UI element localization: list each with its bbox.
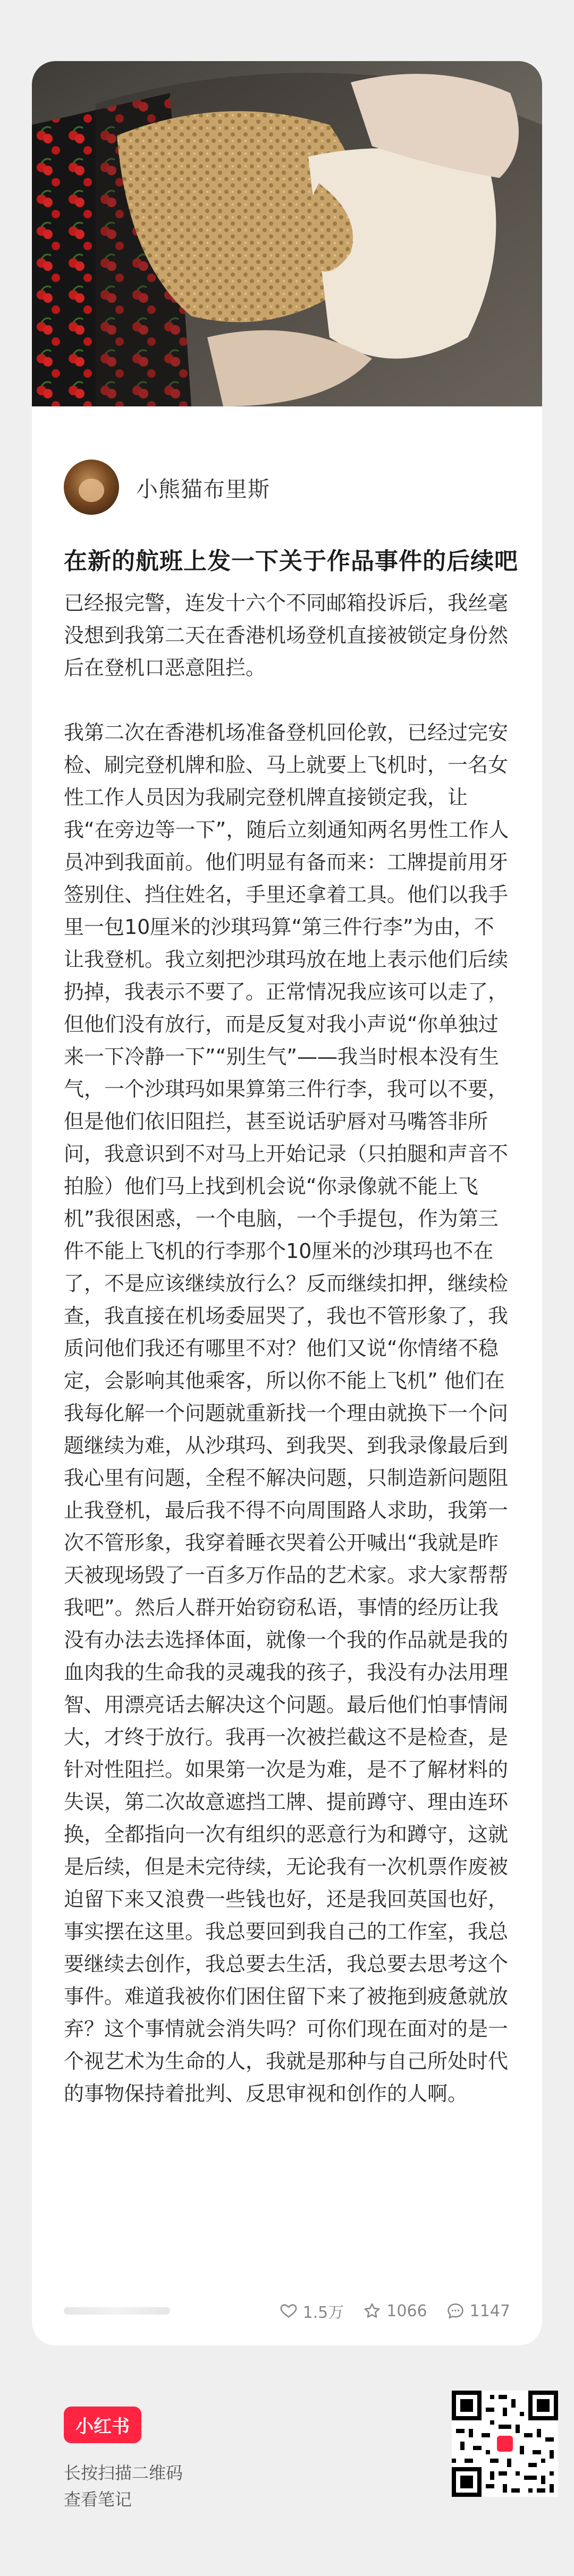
star-icon	[363, 2302, 381, 2320]
post-paragraph: 我第二次在香港机场准备登机回伦敦，已经过完安检、刷完登机牌和脸、马上就要上飞机时，一名女性工作人员因为我刷完登机牌直接锁定我，让我“在旁边等一下”，随后立刻通知两名男性工作人员冲到我面前。他们明显有备而来：工牌提前用牙签别住、挡住姓名，手里还拿着工具。他们以我手里一包10厘米的沙琪玛算“第三件行李”为由，不让我登机。我立刻把沙琪玛放在地上表示他们后续扔掉，我表示不要了。正常情况我应该可以走了，但他们没有放行，而是反复对我小声说“你单独过来一下冷静一下”“别生气”——我当时根本没有生气，一个沙琪玛如果算第三件行李，我可以不要，但是他们依旧阻拦，甚至说话驴唇对马嘴答非所问，我意识到不对马上开始记录（只拍腿和声音不拍脸）他们马上找到机会说“你录像就不能上飞机”我很困惑，一个电脑，一个手提包，作为第三件不能上飞机的行李那个10厘米的沙琪玛也不在了，不是应该继续放行么？反而继续扣押，继续检查，我直接在机场委屈哭了，我也不管形象了，我质问他们我还有哪里不对？他们又说“你情绪不稳定，会影响其他乘客，所以你不能上飞机” 他们在我每化解一个问题就重新找一个理由就换下一个问题继续为难，从沙琪玛、到我哭、到我录像最后到我心里有问题，全程不解决问题，只制造新问题阻止我登机，最后我不得不向周围路人求助，我第一次不管形象，我穿着睡衣哭着公开喊出“我就是昨天被现场毁了一百多万作品的艺术家。求大家帮帮我吧”。然后人群开始窃窃私语，事情的经历让我没有办法去选择体面，就像一个我的作品就是我的血肉我的生命我的灵魂我的孩子，我没有办法用理智、用漂亮话去解决这个问题。最后他们怕事情闹大，才终于放行。我再一次被拦截这不是检查，是针对性阻拦。如果第一次是为难，是不了解材料的失误，第二次故意遮挡工牌、提前蹲守、理由连环换，全都指向一次有组织的恶意行为和蹲守，这就是后续，但是未完待续，无论我有一次机票作废被迫留下来又浪费一些钱也好，还是我回英国也好，事实摆在这里。我总要回到我自己的工作室，我总要继续去创作，我总要去生活，我总要去思考这个事件。难道我被你们困住留下来了被拖到疲惫就放弃？这个事情就会消失吗？可你们现在面对的是一个视艺术为生命的人，我就是那种与自己所处时代的事物保持着批判、反思审视和创作的人啊。	[64, 721, 509, 2105]
author-name[interactable]: 小熊猫布里斯	[136, 476, 270, 502]
comment-stat[interactable]	[446, 2302, 510, 2320]
post-paragraph: 已经报完警，连发十六个不同邮箱投诉后，我丝毫没想到我第二天在香港机场登机直接被锁定身份然后在登机口恶意阻拦。	[64, 591, 509, 679]
like-count: 1.5万	[302, 2303, 344, 2322]
author-row[interactable]	[64, 460, 270, 515]
author-avatar[interactable]	[64, 460, 119, 515]
favorite-stat[interactable]	[363, 2302, 427, 2320]
post-title: 在新的航班上发一下关于作品事件的后续吧	[64, 548, 518, 575]
qr-code[interactable]	[452, 2391, 558, 2497]
favorite-count: 1066	[386, 2301, 427, 2320]
scan-hint-line2: 查看笔记	[64, 2489, 132, 2510]
note-card	[32, 61, 542, 2345]
scan-hint	[64, 2460, 183, 2513]
comment-icon	[446, 2302, 465, 2320]
date-blur	[64, 2307, 170, 2315]
engagement-stats	[280, 2299, 510, 2323]
comment-count: 1147	[469, 2301, 510, 2320]
post-footer	[64, 2295, 510, 2327]
xiaohongshu-logo: 小红书	[64, 2407, 141, 2443]
scan-hint-line1: 长按扫描二维码	[64, 2463, 183, 2483]
like-stat[interactable]	[280, 2299, 344, 2323]
post-content	[64, 587, 510, 2143]
share-footer	[32, 2380, 542, 2539]
heart-icon	[280, 2302, 298, 2320]
cover-photo[interactable]	[32, 61, 542, 406]
